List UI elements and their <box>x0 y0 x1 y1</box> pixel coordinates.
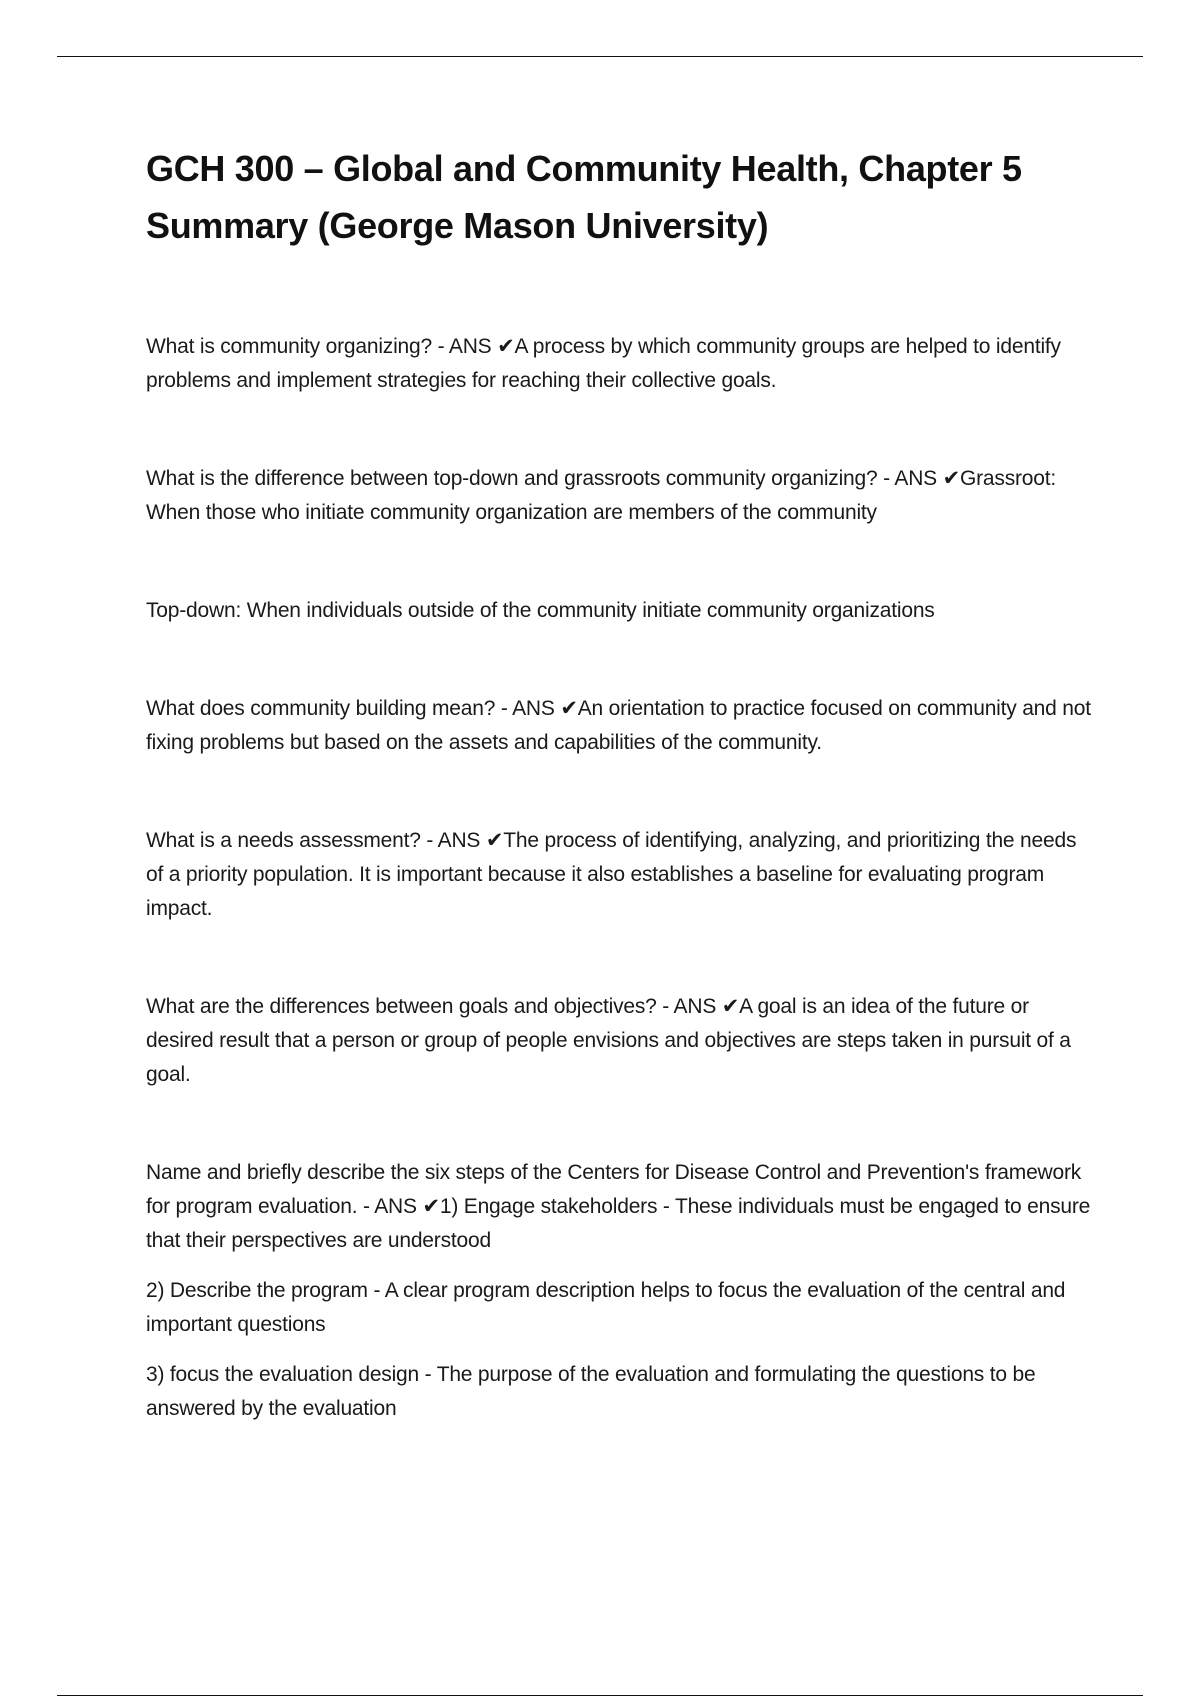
qa-top-down-vs-grassroots: What is the difference between top-down and grassroots community organizing? - ANS ✔Grassroot: When those who initiate community organization are members of the community <box>146 467 1057 524</box>
qa-cdc-step-3: 3) focus the evaluation design - The purpose of the evaluation and formulating the questions to be answered by the evaluation <box>146 1363 1036 1420</box>
top-divider <box>57 56 1143 57</box>
qa-goals-vs-objectives: What are the differences between goals and objectives? - ANS ✔A goal is an idea of the future or desired result that a person or group of people envisions and objectives are steps taken in pursuit of a goal. <box>146 995 1071 1086</box>
bottom-divider <box>57 1695 1143 1696</box>
qa-cdc-step-2: 2) Describe the program - A clear program description helps to focus the evaluation of the central and important questions <box>146 1279 1066 1336</box>
qa-top-down-definition: Top-down: When individuals outside of the community initiate community organizations <box>146 599 935 622</box>
qa-cdc-framework: Name and briefly describe the six steps of the Centers for Disease Control and Prevention's framework for program evaluation. - ANS ✔1) Engage stakeholders - These individuals must be engaged to ensure that their perspectives are understood <box>146 1161 1091 1252</box>
qa-list <box>146 330 1096 1426</box>
document-body <box>146 140 1096 1426</box>
qa-community-organizing: What is community organizing? - ANS ✔A process by which community groups are helped to identify problems and implement strategies for reaching their collective goals. <box>146 335 1061 392</box>
document-title: GCH 300 – Global and Community Health, Chapter 5 Summary (George Mason University) <box>146 148 1022 246</box>
qa-community-building: What does community building mean? - ANS ✔An orientation to practice focused on community and not fixing problems but based on the assets and capabilities of the community. <box>146 697 1091 754</box>
qa-needs-assessment: What is a needs assessment? - ANS ✔The process of identifying, analyzing, and prioritizing the needs of a priority population. It is important because it also establishes a baseline for evaluating program impact. <box>146 829 1077 920</box>
